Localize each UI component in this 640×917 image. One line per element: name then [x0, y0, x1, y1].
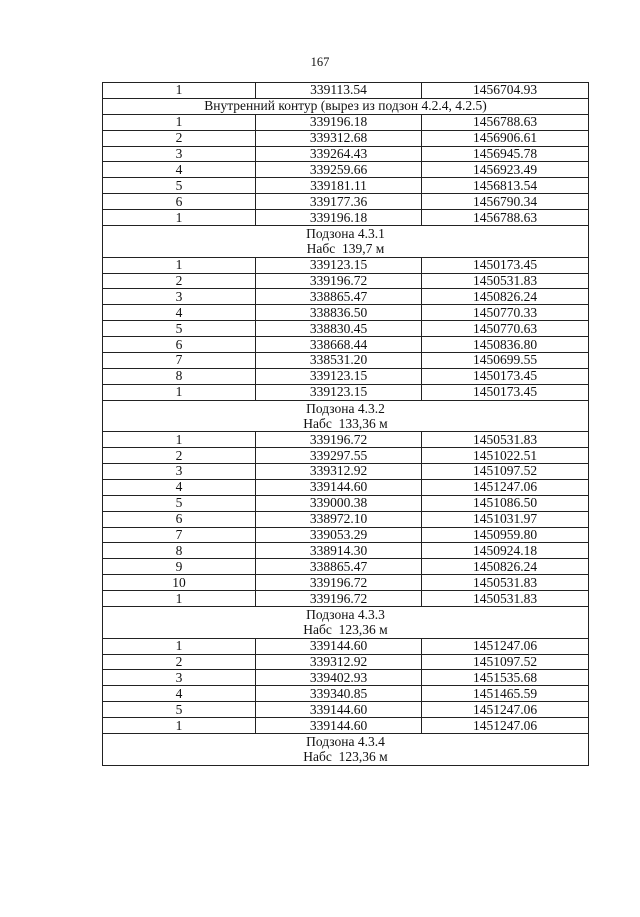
table-row: [103, 83, 589, 99]
section-header-row: [103, 400, 589, 432]
x-coordinate-cell: 339259.66: [256, 162, 422, 178]
x-coordinate-cell: 339144.60: [256, 638, 422, 654]
table-row: [103, 114, 589, 130]
x-coordinate-cell: 338972.10: [256, 511, 422, 527]
x-coordinate-cell: 338830.45: [256, 321, 422, 337]
table-row: [103, 575, 589, 591]
section-title-line: Набс 133,36 м: [303, 415, 388, 431]
section-title-line: Подзона 4.3.1: [306, 226, 385, 242]
coordinates-table: [102, 82, 589, 766]
x-coordinate-cell: 339144.60: [256, 718, 422, 734]
section-header-row: [103, 226, 589, 258]
table-row: [103, 670, 589, 686]
table-row: [103, 194, 589, 210]
section-title: [103, 226, 589, 258]
x-coordinate-cell: 339312.92: [256, 464, 422, 480]
y-coordinate-cell: 1451097.52: [422, 654, 589, 670]
x-coordinate-cell: 338836.50: [256, 305, 422, 321]
y-coordinate-cell: 1456813.54: [422, 178, 589, 194]
y-coordinate-cell: 1450826.24: [422, 559, 589, 575]
y-coordinate-cell: 1451097.52: [422, 464, 589, 480]
table-row: [103, 178, 589, 194]
table-row: [103, 495, 589, 511]
x-coordinate-cell: 339177.36: [256, 194, 422, 210]
table-row: [103, 702, 589, 718]
y-coordinate-cell: 1450531.83: [422, 591, 589, 607]
x-coordinate-cell: 339196.18: [256, 114, 422, 130]
section-title-line: Подзона 4.3.4: [306, 734, 385, 750]
x-coordinate-cell: 339196.72: [256, 591, 422, 607]
table-row: [103, 527, 589, 543]
y-coordinate-cell: 1450836.80: [422, 337, 589, 353]
y-coordinate-cell: 1450924.18: [422, 543, 589, 559]
y-coordinate-cell: 1450826.24: [422, 289, 589, 305]
point-number-cell: 5: [103, 321, 256, 337]
point-number-cell: 3: [103, 464, 256, 480]
x-coordinate-cell: 339312.92: [256, 654, 422, 670]
point-number-cell: 1: [103, 210, 256, 226]
point-number-cell: 1: [103, 83, 256, 99]
x-coordinate-cell: 339196.72: [256, 273, 422, 289]
section-header-row: [103, 98, 589, 114]
y-coordinate-cell: 1450770.63: [422, 321, 589, 337]
x-coordinate-cell: 339297.55: [256, 448, 422, 464]
y-coordinate-cell: 1450173.45: [422, 384, 589, 400]
point-number-cell: 4: [103, 162, 256, 178]
y-coordinate-cell: 1451247.06: [422, 718, 589, 734]
x-coordinate-cell: 339000.38: [256, 495, 422, 511]
x-coordinate-cell: 339340.85: [256, 686, 422, 702]
y-coordinate-cell: 1450173.45: [422, 257, 589, 273]
table-row: [103, 352, 589, 368]
section-title-line: Набс 123,36 м: [303, 622, 388, 638]
x-coordinate-cell: 338865.47: [256, 289, 422, 305]
x-coordinate-cell: 339113.54: [256, 83, 422, 99]
x-coordinate-cell: 339181.11: [256, 178, 422, 194]
table-row: [103, 543, 589, 559]
section-title-line: Набс 139,7 м: [306, 241, 385, 257]
point-number-cell: 9: [103, 559, 256, 575]
point-number-cell: 7: [103, 527, 256, 543]
x-coordinate-cell: 339312.68: [256, 130, 422, 146]
x-coordinate-cell: 339144.60: [256, 702, 422, 718]
point-number-cell: 2: [103, 654, 256, 670]
y-coordinate-cell: 1456704.93: [422, 83, 589, 99]
point-number-cell: 4: [103, 479, 256, 495]
table-row: [103, 591, 589, 607]
table-row: [103, 464, 589, 480]
x-coordinate-cell: 339264.43: [256, 146, 422, 162]
x-coordinate-cell: 339123.15: [256, 257, 422, 273]
point-number-cell: 3: [103, 289, 256, 305]
point-number-cell: 3: [103, 146, 256, 162]
x-coordinate-cell: 339053.29: [256, 527, 422, 543]
x-coordinate-cell: 339196.72: [256, 575, 422, 591]
page-number: 167: [310, 55, 330, 69]
point-number-cell: 7: [103, 352, 256, 368]
table-row: [103, 305, 589, 321]
x-coordinate-cell: 339196.72: [256, 432, 422, 448]
point-number-cell: 1: [103, 718, 256, 734]
table-row: [103, 559, 589, 575]
table-row: [103, 257, 589, 273]
y-coordinate-cell: 1456790.34: [422, 194, 589, 210]
point-number-cell: 1: [103, 384, 256, 400]
point-number-cell: 6: [103, 194, 256, 210]
table-row: [103, 638, 589, 654]
section-title: [103, 400, 589, 432]
section-title-line: Набс 123,36 м: [303, 749, 388, 765]
table-row: [103, 448, 589, 464]
point-number-cell: 6: [103, 511, 256, 527]
y-coordinate-cell: 1456906.61: [422, 130, 589, 146]
x-coordinate-cell: 338668.44: [256, 337, 422, 353]
y-coordinate-cell: 1456788.63: [422, 210, 589, 226]
y-coordinate-cell: 1451247.06: [422, 702, 589, 718]
table-row: [103, 479, 589, 495]
point-number-cell: 2: [103, 273, 256, 289]
point-number-cell: 4: [103, 686, 256, 702]
point-number-cell: 5: [103, 702, 256, 718]
point-number-cell: 5: [103, 495, 256, 511]
coordinates-table-body: [103, 83, 589, 766]
y-coordinate-cell: 1456923.49: [422, 162, 589, 178]
section-title-line: Подзона 4.3.3: [306, 607, 385, 623]
y-coordinate-cell: 1456788.63: [422, 114, 589, 130]
table-row: [103, 432, 589, 448]
table-row: [103, 146, 589, 162]
table-row: [103, 654, 589, 670]
table-row: [103, 273, 589, 289]
point-number-cell: 1: [103, 432, 256, 448]
point-number-cell: 5: [103, 178, 256, 194]
point-number-cell: 4: [103, 305, 256, 321]
section-title: [103, 98, 589, 114]
x-coordinate-cell: 339144.60: [256, 479, 422, 495]
x-coordinate-cell: 338531.20: [256, 352, 422, 368]
section-title-line: Внутренний контур (вырез из подзон 4.2.4, 4.2.5): [204, 98, 487, 114]
x-coordinate-cell: 339123.15: [256, 368, 422, 384]
x-coordinate-cell: 338865.47: [256, 559, 422, 575]
x-coordinate-cell: 338914.30: [256, 543, 422, 559]
table-row: [103, 337, 589, 353]
section-header-row: [103, 733, 589, 765]
y-coordinate-cell: 1451031.97: [422, 511, 589, 527]
y-coordinate-cell: 1451247.06: [422, 638, 589, 654]
table-row: [103, 210, 589, 226]
section-header-row: [103, 607, 589, 639]
table-row: [103, 686, 589, 702]
y-coordinate-cell: 1451247.06: [422, 479, 589, 495]
point-number-cell: 2: [103, 448, 256, 464]
point-number-cell: 8: [103, 368, 256, 384]
y-coordinate-cell: 1450531.83: [422, 273, 589, 289]
point-number-cell: 8: [103, 543, 256, 559]
y-coordinate-cell: 1450173.45: [422, 368, 589, 384]
y-coordinate-cell: 1451535.68: [422, 670, 589, 686]
section-title-line: Подзона 4.3.2: [306, 400, 385, 416]
y-coordinate-cell: 1451022.51: [422, 448, 589, 464]
x-coordinate-cell: 339402.93: [256, 670, 422, 686]
x-coordinate-cell: 339123.15: [256, 384, 422, 400]
table-row: [103, 384, 589, 400]
point-number-cell: 2: [103, 130, 256, 146]
point-number-cell: 1: [103, 638, 256, 654]
y-coordinate-cell: 1450699.55: [422, 352, 589, 368]
point-number-cell: 1: [103, 257, 256, 273]
x-coordinate-cell: 339196.18: [256, 210, 422, 226]
table-row: [103, 162, 589, 178]
section-title: [103, 733, 589, 765]
point-number-cell: 6: [103, 337, 256, 353]
table-row: [103, 321, 589, 337]
table-row: [103, 368, 589, 384]
y-coordinate-cell: 1451465.59: [422, 686, 589, 702]
point-number-cell: 3: [103, 670, 256, 686]
table-row: [103, 511, 589, 527]
point-number-cell: 10: [103, 575, 256, 591]
section-title: [103, 607, 589, 639]
y-coordinate-cell: 1450959.80: [422, 527, 589, 543]
y-coordinate-cell: 1450770.33: [422, 305, 589, 321]
table-row: [103, 289, 589, 305]
table-row: [103, 130, 589, 146]
point-number-cell: 1: [103, 591, 256, 607]
y-coordinate-cell: 1451086.50: [422, 495, 589, 511]
y-coordinate-cell: 1456945.78: [422, 146, 589, 162]
y-coordinate-cell: 1450531.83: [422, 575, 589, 591]
y-coordinate-cell: 1450531.83: [422, 432, 589, 448]
table-row: [103, 718, 589, 734]
point-number-cell: 1: [103, 114, 256, 130]
